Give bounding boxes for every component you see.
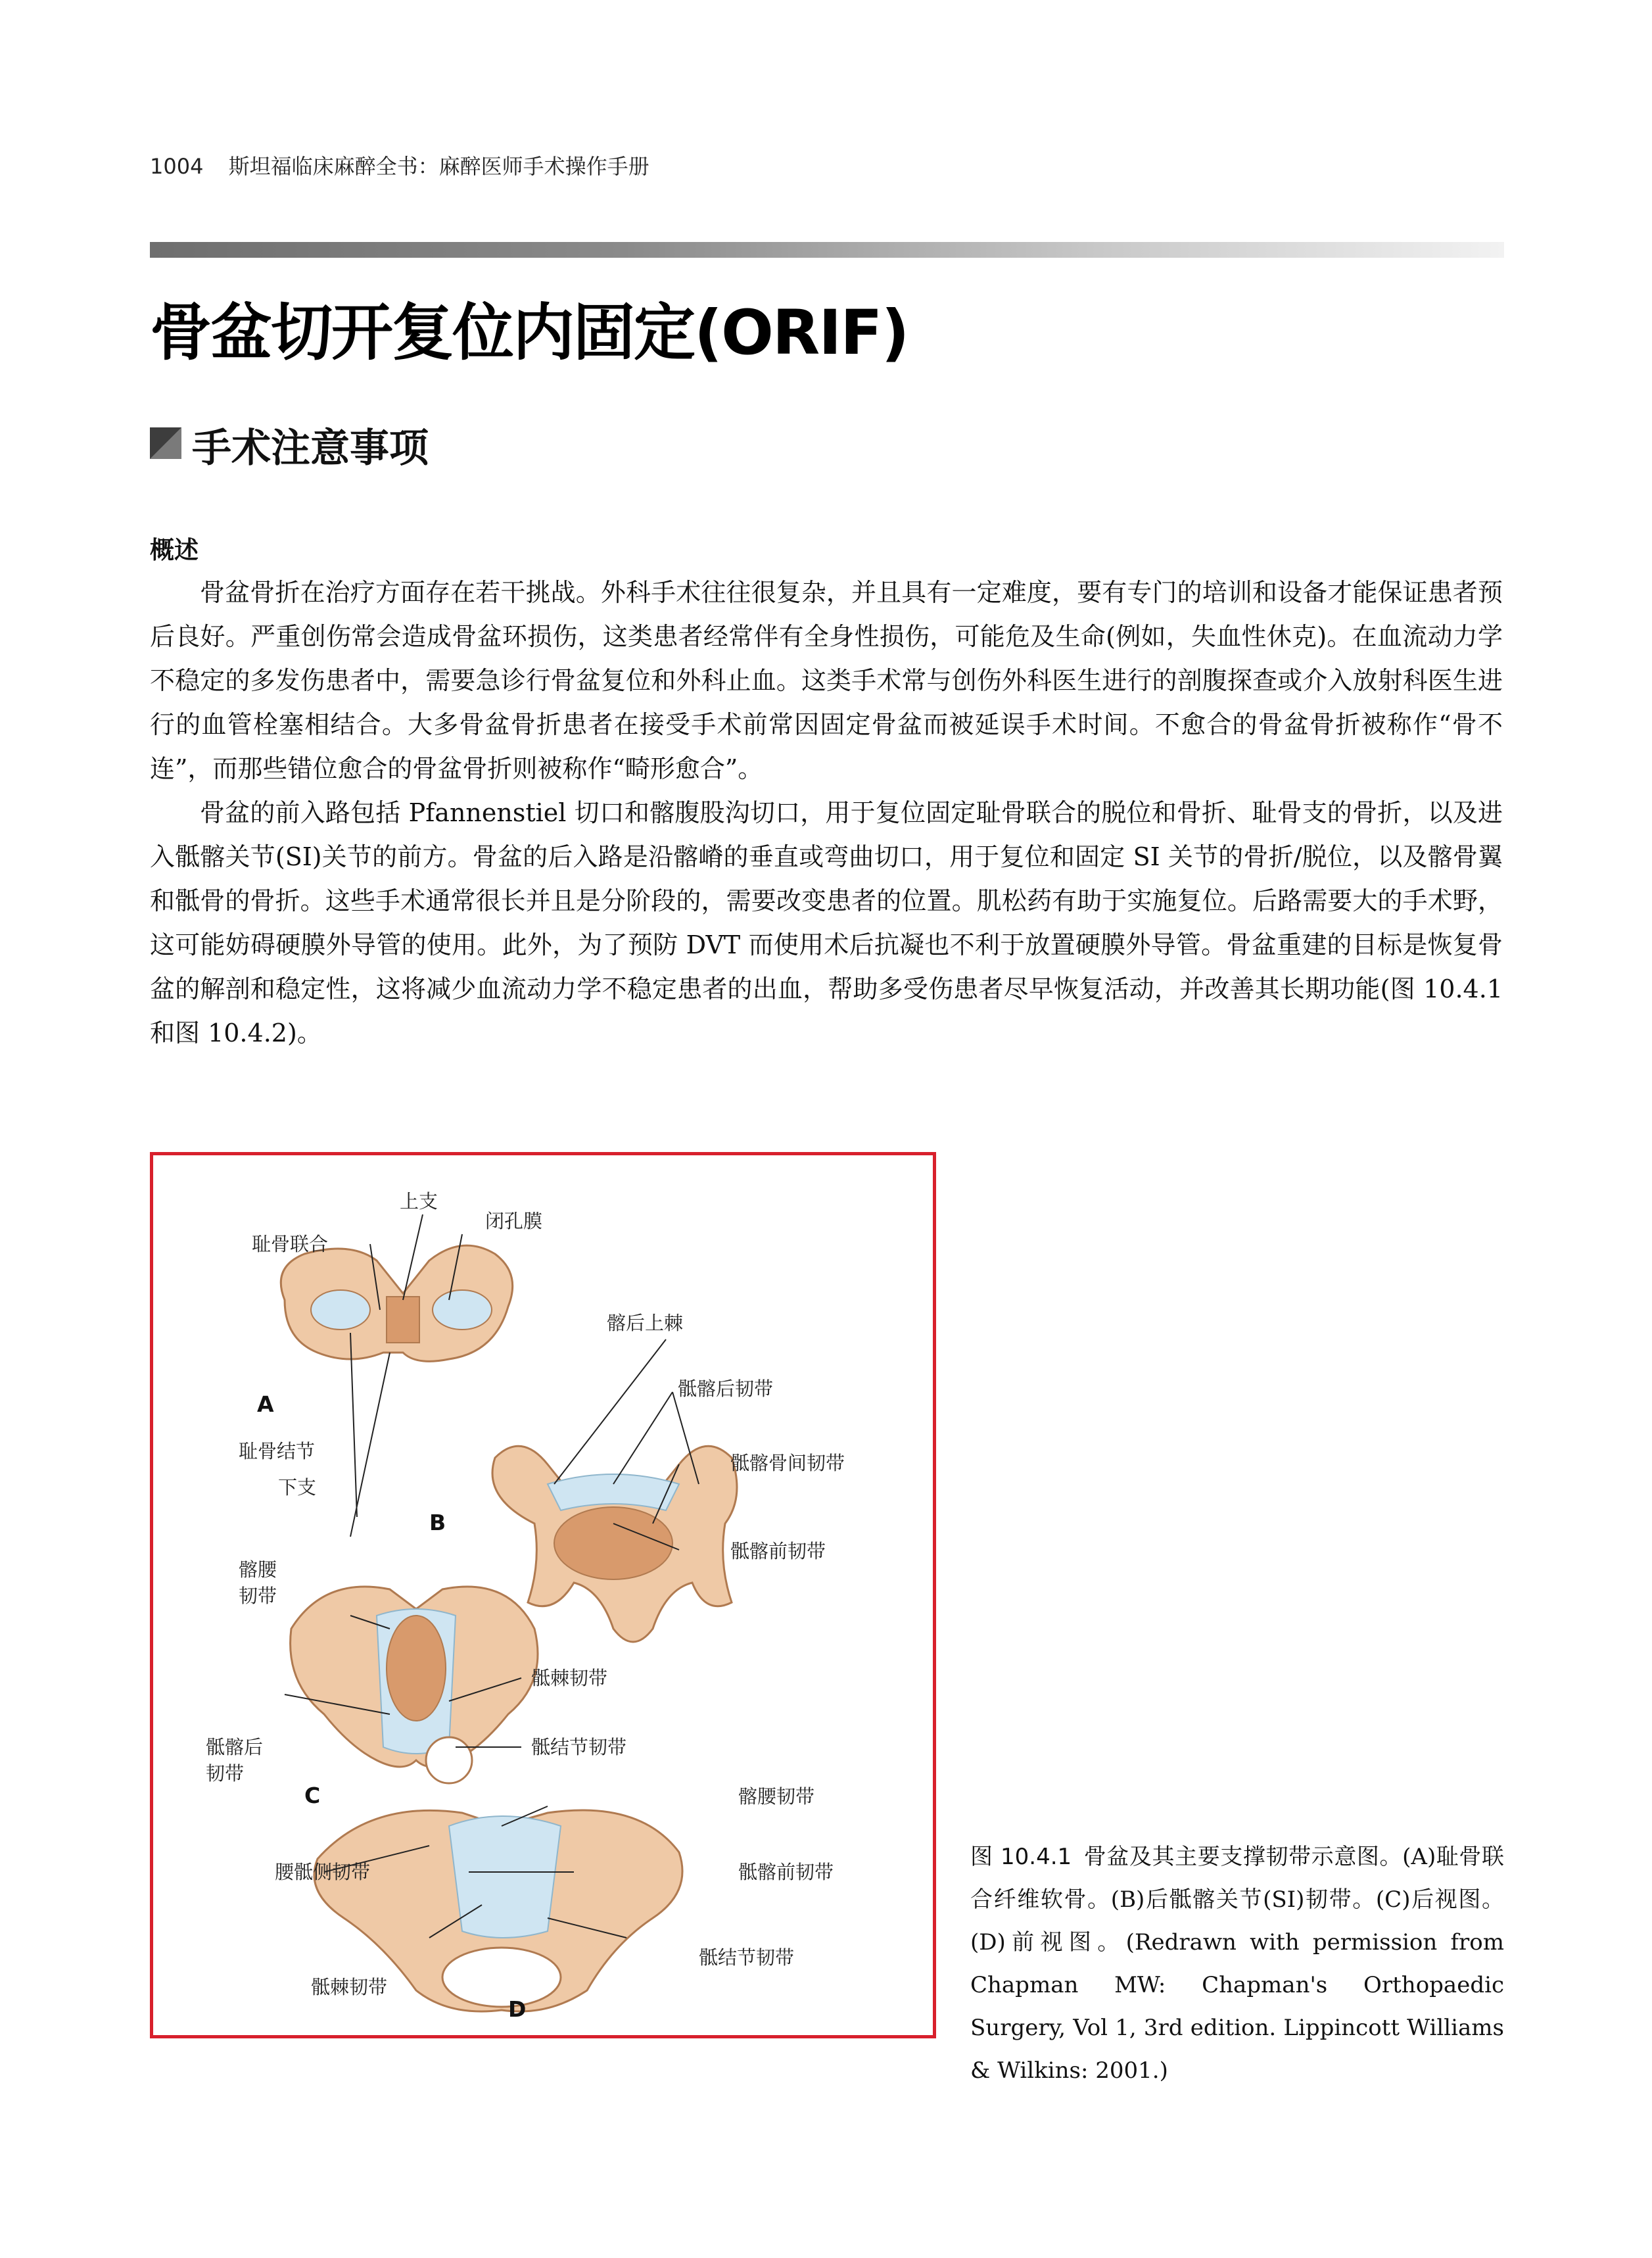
panel-b-drawing: [492, 1446, 737, 1642]
chapter-title: 骨盆切开复位内固定(ORIF): [150, 297, 909, 369]
panel-c-label: C: [304, 1783, 321, 1808]
figure-pelvis-ligaments: [150, 1152, 936, 2038]
page-number: 1004: [150, 154, 204, 179]
panel-b-label: B: [429, 1510, 446, 1535]
label-inferior-ramus: 下支: [278, 1476, 317, 1499]
panel-a-label: A: [257, 1391, 274, 1417]
label-posterior-si-lig: 骶髂后韧带: [678, 1378, 774, 1400]
paragraph: 骨盆骨折在治疗方面存在若干挑战。外科手术往往很复杂，并且具有一定难度，要有专门的培训和设备才能保证患者预后良好。严重创伤常会造成骨盆环损伤，这类患者经常伴有全身性损伤，可能危及生命(例如，失血性休克)。在血流动力学不稳定的多发伤患者中，需要急诊行骨盆复位和外科止血。这类手术常与创伤外科医生进行的剖腹探查或介入放射科医生进行的血管栓塞相结合。大多骨盆骨折患者在接受手术前常因固定骨盆而被延误手术时间。不愈合的骨盆骨折被称作“骨不连”，而那些错位愈合的骨盆骨折则被称作“畸形愈合”。: [150, 578, 1503, 783]
label-sacrotuberous-lig-d: 骶结节韧带: [699, 1946, 795, 1969]
label-pubic-tubercle: 耻骨结节: [239, 1440, 316, 1462]
book-title: 斯坦福临床麻醉全书：麻醉医师手术操作手册: [228, 154, 649, 179]
figure-number: 图 10.4.1: [970, 1844, 1072, 1870]
label-superior-ramus: 上支: [400, 1190, 438, 1213]
label-anterior-si-lig: 骶髂前韧带: [730, 1540, 826, 1562]
panel-a-drawing: [281, 1245, 512, 1361]
section-marker-icon: [150, 427, 181, 459]
label-psis: 髂后上棘: [607, 1312, 684, 1334]
label-anterior-si-lig-d: 骶髂前韧带: [738, 1861, 834, 1883]
label-sacrospinous-lig-d: 骶棘韧带: [311, 1976, 388, 1998]
label-lumbosacral-lig: 腰骶侧韧带: [275, 1861, 371, 1883]
chapter-title-bar: [150, 242, 1504, 258]
label-sacrotuberous-lig-c: 骶结节韧带: [531, 1736, 627, 1758]
label-sacrospinous-lig-c: 骶棘韧带: [531, 1667, 608, 1689]
label-posterior-si-lig-c: 骶髂后韧带: [206, 1736, 264, 1785]
running-header: [150, 150, 649, 180]
label-pubic-symphysis: 耻骨联合: [252, 1233, 329, 1255]
label-iliolumbar-lig-d: 髂腰韧带: [738, 1785, 815, 1808]
panel-d-label: D: [508, 1996, 527, 2022]
subsection-title: 概述: [150, 536, 199, 564]
body-text: [150, 571, 1503, 1055]
pelvis-illustration: [153, 1155, 933, 2035]
section-title: 手术注意事项: [192, 425, 429, 471]
label-iliolumbar-lig-c: 髂腰韧带: [239, 1558, 277, 1607]
caption-text: 骨盆及其主要支撑韧带示意图。(A)耻骨联合纤维软骨。(B)后骶髂关节(SI)韧带。(C)后视图。(D)前视图。(Redrawn with permission from Chapman MW: Chapman's Orthopaedic Surgery, Vol 1, 3rd edition. Lippincott Williams & Wilkins: 2001.): [970, 1844, 1504, 2084]
label-obturator-membrane: 闭孔膜: [485, 1210, 543, 1232]
paragraph: 骨盆的前入路包括 Pfannenstiel 切口和髂腹股沟切口，用于复位固定耻骨联合的脱位和骨折、耻骨支的骨折，以及进入骶髂关节(SI)关节的前方。骨盆的后入路是沿髂嵴的垂直或弯曲切口，用于复位和固定 SI 关节的骨折/脱位，以及髂骨翼和骶骨的骨折。这些手术通常很长并且是分阶段的，需要改变患者的位置。肌松药有助于实施复位。后路需要大的手术野，这可能妨碍硬膜外导管的使用。此外，为了预防 DVT 而使用术后抗凝也不利于放置硬膜外导管。骨盆重建的目标是恢复骨盆的解剖和稳定性，这将减少血流动力学不稳定患者的出血，帮助多受伤患者尽早恢复活动，并改善其长期功能(图 10.4.1 和图 10.4.2)。: [150, 798, 1503, 1047]
label-interosseous-si-lig: 骶髂骨间韧带: [730, 1452, 845, 1474]
figure-caption: [970, 1836, 1504, 2092]
